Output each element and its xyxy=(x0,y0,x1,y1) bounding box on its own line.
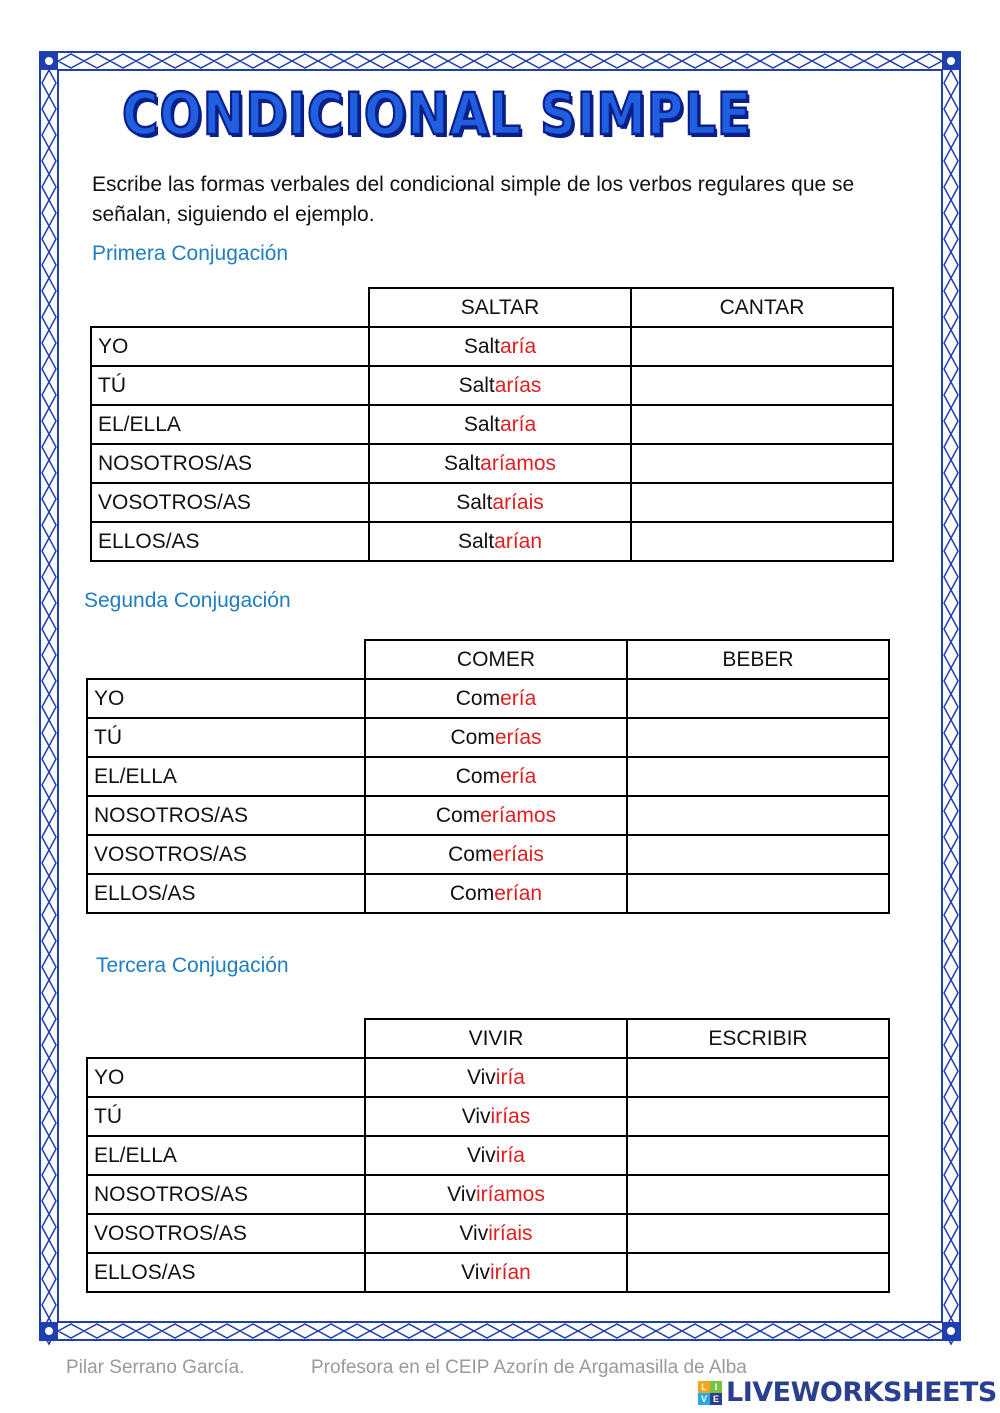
pronoun-cell: ELLOS/AS xyxy=(87,1253,365,1292)
table-row xyxy=(91,483,893,522)
table-row xyxy=(87,1097,889,1136)
verb-ending: aríamos xyxy=(480,451,557,475)
example-form-cell xyxy=(369,366,631,405)
pronoun-cell: ELLOS/AS xyxy=(91,522,369,561)
verb-stem: Com xyxy=(435,803,481,827)
table-row xyxy=(87,1136,889,1175)
verb-stem: Com xyxy=(455,764,501,788)
example-form-cell xyxy=(365,1175,627,1214)
verb-ending: erías xyxy=(494,725,542,749)
example-form-cell xyxy=(369,444,631,483)
answer-cell[interactable] xyxy=(631,366,893,405)
verb-stem: Salt xyxy=(458,373,495,397)
answer-cell[interactable] xyxy=(631,405,893,444)
answer-cell[interactable] xyxy=(627,718,889,757)
example-form-cell xyxy=(365,1136,627,1175)
answer-cell[interactable] xyxy=(631,522,893,561)
table-header-row xyxy=(87,640,889,679)
pronoun-cell: VOSOTROS/AS xyxy=(87,835,365,874)
pronoun-cell: ELLOS/AS xyxy=(87,874,365,913)
verb-ending: eríais xyxy=(492,842,544,866)
table-row xyxy=(91,405,893,444)
example-form-cell xyxy=(369,522,631,561)
table-header-row xyxy=(91,288,893,327)
verb-stem: Com xyxy=(450,725,495,749)
pronoun-cell: TÚ xyxy=(91,366,369,405)
pronoun-cell: VOSOTROS/AS xyxy=(91,483,369,522)
answer-cell[interactable] xyxy=(627,679,889,718)
verb-ending: erían xyxy=(494,881,543,905)
answer-cell[interactable] xyxy=(627,1175,889,1214)
pronoun-cell: YO xyxy=(87,1058,365,1097)
table-row xyxy=(91,327,893,366)
answer-cell[interactable] xyxy=(631,327,893,366)
verb-header-exercise: CANTAR xyxy=(631,288,893,327)
verb-stem: Salt xyxy=(463,334,500,358)
section-title-segunda: Segunda Conjugación xyxy=(84,589,291,612)
pronoun-cell: VOSOTROS/AS xyxy=(87,1214,365,1253)
answer-cell[interactable] xyxy=(627,796,889,835)
verb-stem: Viv xyxy=(461,1104,491,1128)
answer-cell[interactable] xyxy=(627,835,889,874)
pronoun-cell: NOSOTROS/AS xyxy=(87,796,365,835)
table-row xyxy=(87,1214,889,1253)
footer-school: Profesora en el CEIP Azorín de Argamasilla de Alba xyxy=(311,1357,747,1378)
verb-ending: iríais xyxy=(488,1221,533,1245)
table-row xyxy=(87,835,889,874)
pronoun-cell: TÚ xyxy=(87,718,365,757)
verb-header-example: VIVIR xyxy=(365,1019,627,1058)
table-row xyxy=(87,1058,889,1097)
example-form-cell xyxy=(369,327,631,366)
pronoun-cell: NOSOTROS/AS xyxy=(87,1175,365,1214)
example-form-cell xyxy=(369,483,631,522)
conjugation-table-primera xyxy=(90,287,894,562)
table-row xyxy=(91,444,893,483)
verb-ending: eríamos xyxy=(480,803,557,827)
page-title: CONDICIONAL SIMPLE xyxy=(122,80,752,148)
verb-stem: Salt xyxy=(463,412,500,436)
table-row xyxy=(87,757,889,796)
verb-ending: irías xyxy=(490,1104,531,1128)
verb-ending: arías xyxy=(494,373,542,397)
answer-cell[interactable] xyxy=(627,757,889,796)
answer-cell[interactable] xyxy=(631,444,893,483)
example-form-cell xyxy=(365,796,627,835)
verb-stem: Salt xyxy=(457,529,495,553)
pronoun-cell: EL/ELLA xyxy=(87,757,365,796)
example-form-cell xyxy=(365,874,627,913)
example-form-cell xyxy=(365,1097,627,1136)
section-title-tercera: Tercera Conjugación xyxy=(96,954,289,977)
verb-ending: ería xyxy=(500,764,537,788)
answer-cell[interactable] xyxy=(627,1058,889,1097)
liveworksheets-icon: L I V E xyxy=(698,1381,722,1405)
answer-cell[interactable] xyxy=(627,1253,889,1292)
table-row xyxy=(87,874,889,913)
verb-ending: iría xyxy=(495,1065,525,1089)
example-form-cell xyxy=(365,1253,627,1292)
answer-cell[interactable] xyxy=(627,1214,889,1253)
table-row xyxy=(87,1253,889,1292)
table-row xyxy=(87,679,889,718)
verb-ending: irían xyxy=(489,1260,531,1284)
example-form-cell xyxy=(369,405,631,444)
liveworksheets-logo[interactable] xyxy=(698,1377,997,1408)
verb-stem: Com xyxy=(455,686,501,710)
verb-ending: iría xyxy=(495,1143,525,1167)
verb-stem: Viv xyxy=(467,1065,496,1089)
verb-stem: Com xyxy=(448,842,493,866)
pronoun-cell: TÚ xyxy=(87,1097,365,1136)
example-form-cell xyxy=(365,1058,627,1097)
example-form-cell xyxy=(365,835,627,874)
verb-header-example: SALTAR xyxy=(369,288,631,327)
table-header-row xyxy=(87,1019,889,1058)
section-title-primera: Primera Conjugación xyxy=(92,242,289,265)
pronoun-cell: EL/ELLA xyxy=(91,405,369,444)
example-form-cell xyxy=(365,757,627,796)
conjugation-table-segunda xyxy=(86,639,890,914)
table-row xyxy=(91,522,893,561)
example-form-cell xyxy=(365,1214,627,1253)
table-row xyxy=(91,366,893,405)
verb-ending: arían xyxy=(494,529,543,553)
footer-author: Pilar Serrano García. xyxy=(66,1357,245,1378)
answer-cell[interactable] xyxy=(627,1097,889,1136)
verb-stem: Salt xyxy=(443,451,481,475)
verb-stem: Viv xyxy=(459,1221,489,1245)
verb-ending: aríais xyxy=(492,490,544,514)
table-row xyxy=(87,1175,889,1214)
answer-cell[interactable] xyxy=(627,874,889,913)
verb-stem: Viv xyxy=(461,1260,490,1284)
brand-name: LIVEWORKSHEETS xyxy=(726,1377,997,1408)
instructions-text: Escribe las formas verbales del condicional simple de los verbos regulares que se señalan, siguiendo el ejemplo. xyxy=(92,173,855,226)
table-row xyxy=(87,718,889,757)
verb-stem: Viv xyxy=(447,1182,476,1206)
verb-stem: Viv xyxy=(467,1143,496,1167)
conjugation-table-tercera xyxy=(86,1018,890,1293)
example-form-cell xyxy=(365,679,627,718)
verb-ending: aría xyxy=(500,412,537,436)
pronoun-cell: NOSOTROS/AS xyxy=(91,444,369,483)
verb-stem: Com xyxy=(449,881,495,905)
verb-header-exercise: ESCRIBIR xyxy=(627,1019,889,1058)
answer-cell[interactable] xyxy=(627,1136,889,1175)
verb-header-exercise: BEBER xyxy=(627,640,889,679)
verb-header-example: COMER xyxy=(365,640,627,679)
verb-ending: iríamos xyxy=(475,1182,545,1206)
example-form-cell xyxy=(365,718,627,757)
pronoun-cell: YO xyxy=(91,327,369,366)
verb-stem: Salt xyxy=(456,490,493,514)
pronoun-cell: YO xyxy=(87,679,365,718)
verb-ending: aría xyxy=(500,334,537,358)
verb-ending: ería xyxy=(500,686,537,710)
pronoun-cell: EL/ELLA xyxy=(87,1136,365,1175)
table-row xyxy=(87,796,889,835)
answer-cell[interactable] xyxy=(631,483,893,522)
